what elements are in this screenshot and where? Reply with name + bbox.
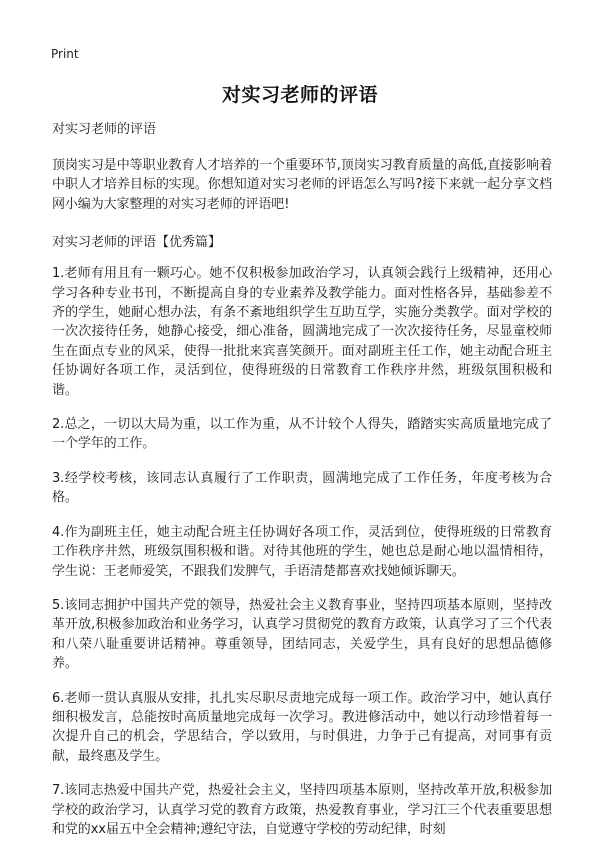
list-item: 5.该同志拥护中国共产党的领导，热爱社会主义教育事业，坚持四项基本原则，坚持改革开放,积极参加政治和业务学习，认真学习贯彻党的教育方政策，认真学习了三个代表和八荣八耻重要讲话精神。尊重领导，团结同志，关爱学生，具有良好的思想品德修养。 — [52, 597, 552, 672]
list-item: 3.经学校考核，该同志认真履行了工作职责，圆满地完成了工作任务，年度考核为合格。 — [52, 470, 552, 506]
subtitle: 对实习老师的评语 — [52, 122, 157, 137]
print-link[interactable]: Print — [51, 47, 79, 61]
list-item: 4.作为副班主任，她主动配合班主任协调好各项工作，灵活到位，使得班级的日常教育工作秩序井然，班级氛围积极和谐。对待其他班的学生，她也总是耐心地以温情相待，学生说：王老师爱笑，不跟我们发脾气，手语清楚都喜欢找她倾诉聊天。 — [52, 524, 552, 579]
page-title: 对实习老师的评语 — [221, 84, 378, 106]
intro-paragraph: 顶岗实习是中等职业教育人才培养的一个重要环节,顶岗实习教育质量的高低,直接影响着中职人才培养目标的实现。你想知道对实习老师的评语怎么写吗?接下来就一起分享文档网小编为大家整理的对实习老师的评语吧! — [52, 158, 552, 212]
document-body — [52, 120, 552, 854]
list-item: 1.老师有用且有一颗巧心。她不仅积极参加政治学习，认真领会践行上级精神，还用心学习各种专业书刊，不断提高自身的专业素养及教学能力。面对性格各异，基础参差不齐的学生，她耐心想办法，有条不紊地组织学生互助互学，实施分类教学。面对学校的一次次接待任务，她静心接受，细心准备，圆满地完成了一次次接待任务，尽显童校师生在面点专业的风采，使得一批批来宾喜笑颜开。面对副班主任工作，她主动配合班主任协调好各项工作，灵活到位，使得班级的日常教育工作秩序井然，班级氛围积极和谐。 — [52, 266, 552, 398]
list-item: 2.总之，一切以大局为重，以工作为重，从不计较个人得失，踏踏实实高质量地完成了一个学年的工作。 — [52, 417, 552, 452]
list-item: 6.老师一贯认真服从安排，扎扎实尽职尽责地完成每一项工作。政治学习中，她认真仔细积极发言，总能按时高质量地完成每一次学习。教进修活动中，她以行动珍惜着每一次提升自己的机会，学思结合，学以致用，与时俱进，力争于己有提高，对同事有贡献，最终惠及学生。 — [52, 690, 552, 764]
section-heading: 对实习老师的评语【优秀篇】 — [52, 235, 222, 251]
list-item: 7.该同志热爱中国共产党，热爱社会主义，坚持四项基本原则，坚持改革开放,积极参加学校的政治学习，认真学习党的教育方政策，热爱教育事业，学习江三个代表重要思想和党的xx届五中全会精神;遵纪守法，自觉遵守学校的劳动纪律，时刻 — [52, 783, 552, 837]
